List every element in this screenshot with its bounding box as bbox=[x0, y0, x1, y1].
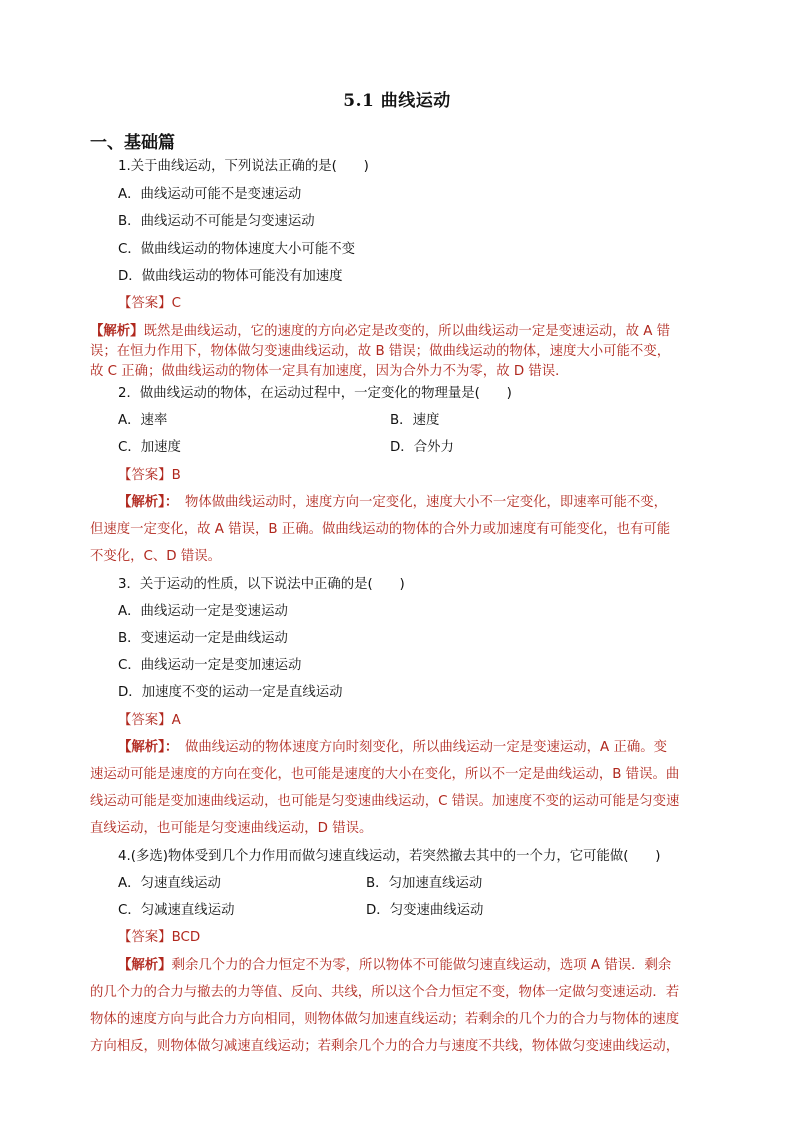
analysis-tag: 【解析】： bbox=[118, 495, 172, 510]
answer-tag: 【答案】 bbox=[118, 468, 172, 483]
q2-option-c: C．加速度 bbox=[118, 440, 181, 455]
q1-answer bbox=[118, 295, 181, 313]
q2-analysis-line-2: 但速度一定变化，故 A 错误，B 正确。做曲线运动的物体的合外力或加速度有可能变化，也有可能 bbox=[90, 522, 671, 537]
q3-option-a: A．曲线运动一定是变速运动 bbox=[118, 604, 288, 619]
q3-analysis-line-4: 直线运动，也可能是匀变速曲线运动，D 错误。 bbox=[90, 821, 373, 836]
q3-stem: 3．关于运动的性质，以下说法中正确的是( ) bbox=[118, 577, 405, 592]
q4-option-c: C．匀减速直线运动 bbox=[118, 903, 235, 918]
q1-option-d: D．做曲线运动的物体可能没有加速度 bbox=[118, 269, 343, 284]
analysis-tag: 【解析】 bbox=[118, 958, 172, 973]
q4-analysis-line-3: 物体的速度方向与此合力方向相同，则物体做匀加速直线运动；若剩余的几个力的合力与物体的速度 bbox=[90, 1012, 680, 1027]
analysis-tag: 【解析】： bbox=[118, 740, 172, 755]
q1-option-b: B．曲线运动不可能是匀变速运动 bbox=[118, 214, 315, 229]
q2-option-b: B．速度 bbox=[390, 413, 440, 428]
q4-stem: 4.(多选)物体受到几个力作用而做匀速直线运动，若突然撤去其中的一个力，它可能做( ) bbox=[118, 849, 661, 864]
page-title: 5.1 曲线运动 bbox=[343, 91, 451, 111]
q4-analysis-line-4: 方向相反，则物体做匀减速直线运动；若剩余几个力的合力与速度不共线，物体做匀变速曲线运动， bbox=[90, 1039, 680, 1054]
q2-option-a: A．速率 bbox=[118, 413, 168, 428]
q4-option-b: B．匀加速直线运动 bbox=[366, 876, 483, 891]
q3-answer bbox=[118, 712, 181, 730]
q4-option-a: A．匀速直线运动 bbox=[118, 876, 221, 891]
answer-tag: 【答案】 bbox=[118, 713, 172, 728]
q4-analysis-line-1: 【解析】剩余几个力的合力恒定不为零，所以物体不可能做匀速直线运动，选项 A 错误．剩余 bbox=[118, 958, 672, 973]
q3-analysis-line-2: 速运动可能是速度的方向在变化，也可能是速度的大小在变化，所以不一定是曲线运动，B 错误。曲 bbox=[90, 767, 680, 782]
q1-option-a: A．曲线运动可能不是变速运动 bbox=[118, 187, 302, 202]
q1-stem: 1.关于曲线运动，下列说法正确的是( ) bbox=[118, 159, 369, 174]
answer-value: C bbox=[171, 296, 181, 311]
q1-analysis-line-2: 误；在恒力作用下，物体做匀变速曲线运动，故 B 错误；做曲线运动的物体，速度大小可能不变， bbox=[90, 344, 671, 359]
q3-analysis-line-1: 【解析】： 做曲线运动的物体速度方向时刻变化，所以曲线运动一定是变速运动，A 正确。变 bbox=[118, 740, 668, 755]
analysis-tag: 【解析】 bbox=[90, 324, 144, 339]
q2-stem: 2．做曲线运动的物体，在运动过程中，一定变化的物理量是( ) bbox=[118, 386, 512, 401]
q4-option-d: D．匀变速曲线运动 bbox=[366, 903, 484, 918]
q3-analysis-line-3: 线运动可能是变加速曲线运动，也可能是匀变速曲线运动，C 错误。加速度不变的运动可能是匀变速 bbox=[90, 794, 680, 809]
q3-option-d: D．加速度不变的运动一定是直线运动 bbox=[118, 685, 343, 700]
answer-tag: 【答案】 bbox=[118, 930, 172, 945]
answer-value: A bbox=[171, 713, 181, 728]
q4-answer bbox=[118, 929, 200, 947]
q2-analysis-line-1: 【解析】： 物体做曲线运动时，速度方向一定变化，速度大小不一定变化，即速率可能不变， bbox=[118, 495, 668, 510]
q2-analysis-line-3: 不变化，C、D 错误。 bbox=[90, 549, 222, 564]
q1-analysis-line-3: 故 C 正确；做曲线运动的物体一定具有加速度，因为合外力不为零，故 D 错误． bbox=[90, 364, 569, 379]
answer-value: BCD bbox=[171, 930, 201, 945]
q3-option-c: C．曲线运动一定是变加速运动 bbox=[118, 658, 302, 673]
q1-option-c: C．做曲线运动的物体速度大小可能不变 bbox=[118, 242, 355, 257]
q1-analysis-line-1: 【解析】既然是曲线运动，它的速度的方向必定是改变的，所以曲线运动一定是变速运动，故 A 错 bbox=[90, 324, 671, 339]
answer-value: B bbox=[171, 468, 181, 483]
q4-analysis-line-2: 的几个力的合力与撤去的力等值、反向、共线，所以这个合力恒定不变，物体一定做匀变速运动．若 bbox=[90, 985, 680, 1000]
answer-tag: 【答案】 bbox=[118, 296, 172, 311]
q3-option-b: B．变速运动一定是曲线运动 bbox=[118, 631, 288, 646]
section-heading: 一、基础篇 bbox=[90, 133, 175, 153]
q2-answer bbox=[118, 467, 181, 485]
q2-option-d: D．合外力 bbox=[390, 440, 454, 455]
